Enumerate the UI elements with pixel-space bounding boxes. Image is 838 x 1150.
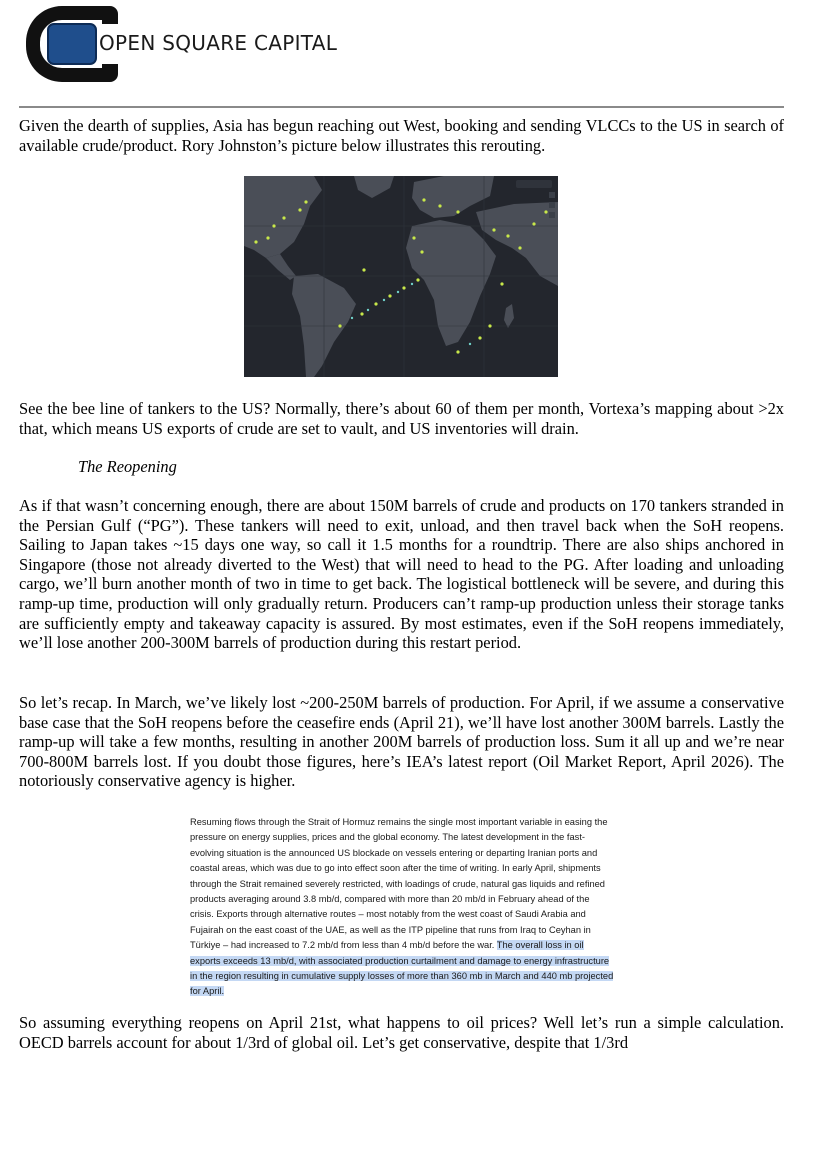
excerpt-highlighted-text: The overall loss in oil exports exceeds 13 mb/d, with associated production curtailment and damage to energy infrastructure in the region resulting in cumulative supply losses of more than 360 mb in March and 440 mb projected for April. [190, 940, 614, 997]
paragraph-reopening: As if that wasn’t concerning enough, there are about 150M barrels of crude and products on 170 tankers stranded in the Persian Gulf (“PG”). These tankers will need to exit, unload, and then travel back when the SoH reopens. Sailing to Japan takes ~15 days one way, so call it 1.5 months for a roundtrip. There are also ships anchored in Singapore (those not already diverted to the West) that will need to head to the PG. After loading and unloading cargo, we’ll burn another month of two in time to get back. The logistical bottleneck will be severe, and during this ramp-up time, production will only gradually return. Producers can’t ramp-up production unless their storage tanks are sufficiently empty and takeaway capacity is assured. By most estimates, even if the SoH reopens immediately, we’ll lose another 200-300M barrels of production during this restart period. [19, 496, 784, 653]
world-map-icon [244, 176, 558, 377]
paragraph-intro: Given the dearth of supplies, Asia has begun reaching out West, booking and sending VLCCs to the US in search of available crude/product. Rory Johnston’s picture below illustrates this rerouting. [19, 116, 784, 155]
tanker-route-map [244, 176, 558, 377]
section-subheading: The Reopening [78, 457, 177, 476]
header-divider [19, 106, 784, 108]
paragraph-recap: So let’s recap. In March, we’ve likely lost ~200-250M barrels of production. For April, if we assume a conservative base case that the SoH reopens before the ceasefire ends (April 21), we’ll have lost another 300M barrels. Lastly the ramp-up will take a few months, resulting in another 200M barrels of production loss. Sum it all up and we’re near 700-800M barrels lost. If you doubt those figures, here’s IEA’s latest report (Oil Market Report, April 2026). The notoriously conservative agency is higher. [19, 693, 784, 791]
iea-report-excerpt [190, 815, 614, 1000]
paragraph-oil-prices: So assuming everything reopens on April 21st, what happens to oil prices? Well let’s run a simple calculation. OECD barrels account for about 1/3rd of global oil. Let’s get conservative, despite that 1/3rd [19, 1013, 784, 1052]
company-logo [22, 2, 342, 86]
logo-text: OPEN SQUARE CAPITAL [99, 31, 338, 55]
excerpt-text: Resuming flows through the Strait of Hormuz remains the single most important variable in easing the pressure on energy supplies, prices and the global economy. The latest development in the fast-evolving situation is the announced US blockade on vessels entering or departing Iranian ports and coastal areas, which was due to go into effect soon after the time of writing. In early April, shipments through the Strait remained severely restricted, with loadings of crude, natural gas liquids and refined products averaging around 3.8 mb/d, compared with more than 20 mb/d in February ahead of the crisis. Exports through alternative routes – most notably from the west coast of Saudi Arabia and Fujairah on the east coast of the UAE, as well as the ITP pipeline that runs from Iraq to Ceyhan in Türkiye – had increased to 7.2 mb/d from less than 4 mb/d before the war. [190, 817, 608, 951]
paragraph-tankers: See the bee line of tankers to the US? Normally, there’s about 60 of them per month, Vortexa’s mapping about >2x that, which means US exports of crude are set to vault, and US inventories will drain. [19, 399, 784, 438]
